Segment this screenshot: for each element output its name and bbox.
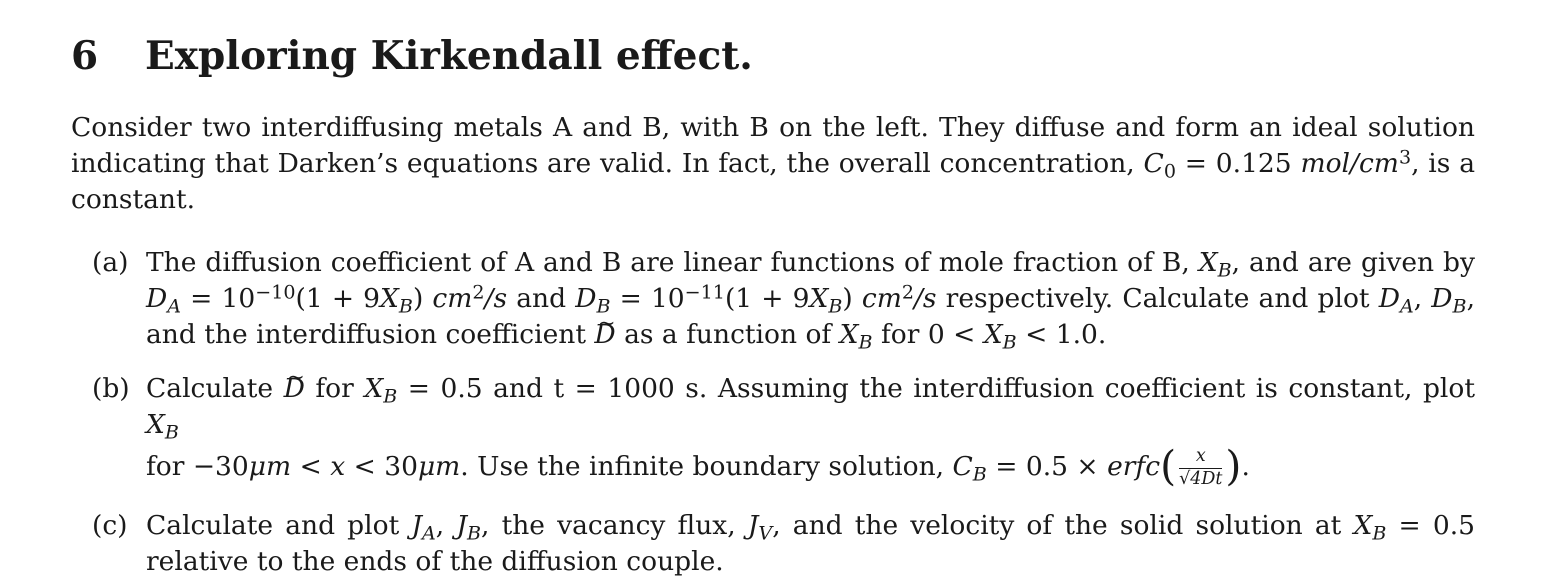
- math-symbol: J: [411, 509, 422, 541]
- c0-unit-exponent: 3: [1398, 146, 1412, 169]
- subscript: B: [596, 294, 611, 317]
- math-symbol: J: [747, 509, 759, 541]
- question-list: [71, 245, 1475, 580]
- math-symbol: D: [575, 282, 597, 314]
- c0-unit: mol/cm: [1300, 148, 1399, 179]
- text: < 30: [345, 450, 418, 482]
- math-symbol: J: [456, 509, 467, 541]
- intro-text-1: Consider two interdiffusing metals A and B, with B on the left. They diffuse and form an ideal solution indicating that Darken’s equations are valid. In fact, the overall concentration,: [71, 112, 1475, 179]
- math-symbol: D: [146, 282, 168, 314]
- text: for: [304, 372, 365, 404]
- d-tilde-symbol: ~ D: [594, 317, 615, 353]
- text: < 1.0.: [1016, 318, 1107, 350]
- text: , and the velocity of the solid solution at: [772, 509, 1354, 541]
- text: respectively. Calculate and plot: [936, 282, 1379, 314]
- unit: cm: [432, 282, 473, 314]
- text: The diffusion coefficient of A and B are linear functions of mole fraction of B,: [146, 246, 1199, 278]
- intro-text-2: , is a constant.: [71, 148, 1475, 215]
- text: .: [1241, 450, 1250, 482]
- text: , and the interdiffusion coefficient: [146, 282, 1475, 350]
- sqrt-sign: √: [1179, 469, 1191, 490]
- question-item-c: [71, 508, 1475, 580]
- left-paren: (: [1160, 441, 1177, 490]
- math-symbol: x: [330, 450, 346, 482]
- question-item-b: [71, 371, 1475, 490]
- section-title: Exploring Kirkendall effect.: [145, 33, 753, 79]
- subscript: B: [164, 420, 179, 443]
- section-number: 6: [71, 33, 99, 79]
- exponent: −11: [684, 280, 725, 303]
- right-paren: ): [1225, 441, 1242, 490]
- subscript: B: [1452, 294, 1467, 317]
- subscript: B: [383, 384, 398, 407]
- exponent: 2: [901, 280, 914, 303]
- equation-text: (1 + 9: [295, 282, 381, 314]
- math-symbol: X: [1353, 509, 1373, 541]
- text: for 0 <: [872, 318, 984, 350]
- text: for −30: [146, 450, 249, 482]
- text: = 0.5 and t = 1000 s. Assuming the interdiffusion coefficient is constant, plot: [397, 372, 1476, 404]
- text: = 0.5 relative to the ends of the diffusion couple.: [146, 509, 1476, 577]
- math-symbol: X: [983, 318, 1003, 350]
- exponent: −10: [255, 280, 296, 303]
- unit: /s: [913, 282, 937, 314]
- subscript: V: [758, 521, 773, 544]
- subscript: A: [421, 521, 436, 544]
- unit: cm: [861, 282, 902, 314]
- c0-value: = 0.125: [1175, 148, 1301, 179]
- subscript: B: [398, 294, 413, 317]
- text: , the vacancy flux,: [481, 509, 748, 541]
- subscript: B: [858, 330, 873, 353]
- equation-text: = 10: [181, 282, 256, 314]
- text: , and are given by: [1231, 246, 1475, 278]
- math-symbol: X: [1198, 246, 1218, 278]
- exponent: 2: [472, 280, 485, 303]
- subscript: B: [1217, 258, 1232, 281]
- math-symbol: D: [1431, 282, 1453, 314]
- intro-paragraph: [71, 110, 1475, 218]
- text: Calculate and plot: [146, 509, 412, 541]
- text: = 0.5 ×: [986, 450, 1108, 482]
- subscript: A: [1399, 294, 1414, 317]
- fraction-numerator: x: [1179, 447, 1222, 469]
- erfc-function: erfc: [1107, 450, 1161, 482]
- math-symbol: X: [809, 282, 829, 314]
- subscript: B: [1372, 521, 1387, 544]
- math-symbol: X: [839, 318, 859, 350]
- fraction: [1179, 447, 1222, 489]
- subscript: B: [972, 462, 987, 485]
- question-item-a: [71, 245, 1475, 353]
- separator: ,: [1413, 282, 1432, 314]
- math-symbol: X: [364, 372, 384, 404]
- separator: ,: [435, 509, 457, 541]
- unit: μm: [248, 450, 292, 482]
- item-label-b: (b): [92, 372, 130, 404]
- subscript: B: [828, 294, 843, 317]
- text: Calculate: [146, 372, 284, 404]
- sqrt-argument: 4Dt: [1190, 469, 1223, 490]
- text: as a function of: [615, 318, 840, 350]
- item-b-line-1: [146, 371, 1475, 443]
- item-label-c: (c): [92, 509, 128, 541]
- section-heading: [71, 30, 1475, 82]
- item-b-line-2: [146, 443, 1475, 490]
- unit: μm: [417, 450, 461, 482]
- text: and: [507, 282, 576, 314]
- equation-text: = 10: [610, 282, 685, 314]
- subscript: A: [167, 294, 182, 317]
- text: <: [291, 450, 331, 482]
- d-tilde-symbol: ~ D: [284, 371, 305, 407]
- subscript: B: [1002, 330, 1017, 353]
- text: . Use the infinite boundary solution,: [460, 450, 953, 482]
- math-symbol: C: [952, 450, 973, 482]
- fraction-denominator: [1179, 469, 1222, 489]
- item-label-a: (a): [92, 246, 129, 278]
- math-symbol: X: [380, 282, 399, 314]
- c0-subscript: 0: [1163, 160, 1176, 183]
- math-symbol: D: [1378, 282, 1400, 314]
- equation-text: (1 + 9: [724, 282, 810, 314]
- equation-text: ): [842, 282, 862, 314]
- math-symbol: X: [146, 408, 165, 440]
- subscript: B: [466, 521, 481, 544]
- problem-page: [71, 30, 1475, 580]
- c0-symbol: C: [1143, 148, 1164, 179]
- unit: /s: [484, 282, 508, 314]
- equation-text: ): [412, 282, 433, 314]
